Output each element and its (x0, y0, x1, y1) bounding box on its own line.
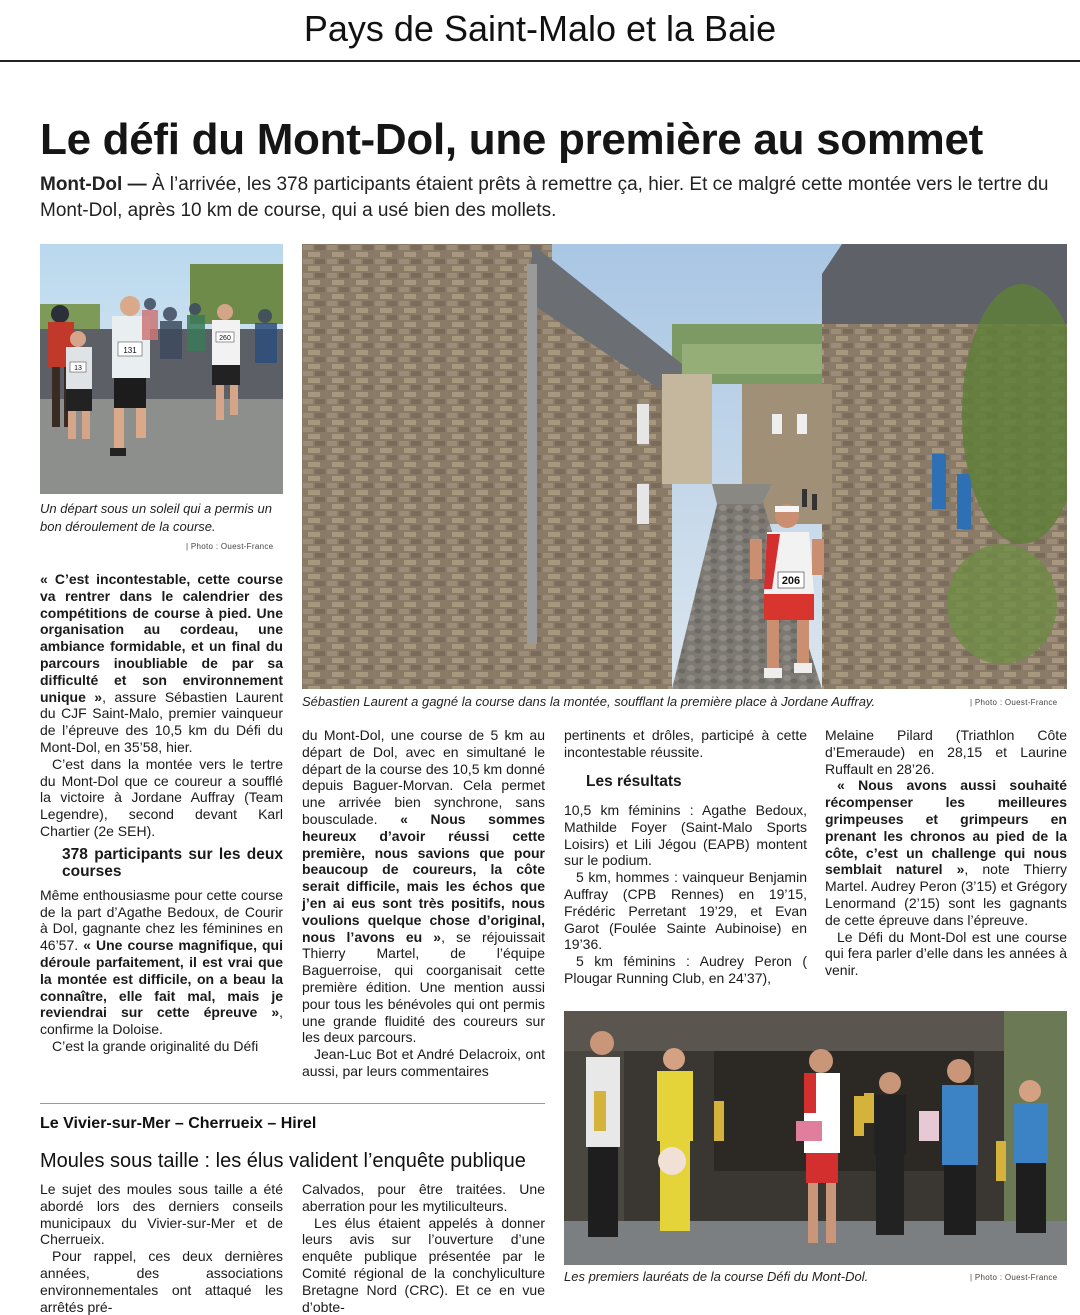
article-column-3 (564, 727, 807, 987)
rubric-divider (0, 60, 1080, 62)
dateline: Mont-Dol — (40, 174, 147, 195)
second-article-headline: Moules sous taille : les élus valident l’enquête publique (40, 1150, 526, 1172)
article-headline: Le défi du Mont-Dol, une première au sommet (40, 115, 983, 164)
climb-photo (302, 244, 1067, 689)
paragraph-text: Les élus étaient appelés à donner leurs avis sur l’ouverture d’une enquête publique présentée par le Comité régional de la conchyliculture Bretagne Nord (CRC). Et ce en vue d’obte- (302, 1214, 545, 1315)
quote-thierry-martel-2: « Nous avons aussi souhaité récompenser les meilleures grimpeuses et grimpeurs en prenant les chronos au pied de la côte, c’est un challenge qui nous semblait naturel » (825, 777, 1067, 878)
article-column-4 (825, 727, 1067, 979)
climb-photo-credit: | Photo : Ouest-France (970, 698, 1058, 707)
podium-photo-credit: | Photo : Ouest-France (970, 1273, 1058, 1282)
intertitle-results: Les résultats (586, 772, 682, 790)
results-paragraph: 5 km, hommes : vainqueur Benjamin Auffray (CPB Rennes) en 19’15, Frédéric Perretant 19’29, et Evan Garot (Foulée Sainte Aubinoise) en 19’36. (564, 869, 807, 953)
paragraph-text: Calvados, pour être traitées. Une aberration pour les mytiliculteurs. (302, 1181, 545, 1214)
quote-sebastien-laurent: « C’est incontestable, cette course va rentrer dans le calendrier des compétitions de course à pied. Une organisation au cordeau, une ambiance formidable, et un final du parcours inoubliable de par sa difficulté et son environnement unique » (40, 571, 283, 705)
bib-number: 13 (74, 365, 82, 372)
paragraph-text: C’est la grande originalité du Défi (52, 1037, 259, 1054)
results-paragraph: 10,5 km féminins : Agathe Bedoux, Mathilde Foyer (Saint-Malo Sports Loisirs) et Lili Jégou (EAPB) montent sur le podium. (564, 802, 807, 869)
second-article-locations: Le Vivier-sur-Mer – Cherrueix – Hirel (40, 1115, 317, 1132)
paragraph-text: Melaine Pilard (Triathlon Côte d’Emeraude) en 28,15 et Laurine Ruffault en 28’26. (825, 727, 1067, 777)
paragraph-text: , note Thierry Martel. Audrey Peron (3’15) et Grégory Lenormand (2’15) sont les gagnants de cette épreuve dans l’épreuve. (825, 861, 1067, 928)
paragraph-text: , confirme la Doloise. (40, 1004, 283, 1038)
paragraph-text: Jean-Luc Bot et André Delacroix, ont aussi, par leurs commentaires (302, 1046, 545, 1079)
quote-agathe-bedoux: « Une course magnifique, qui déroule parfaitement, il est vrai que la montée est difficile, on a beau la connaître, elle fait mal, mais je reviendrai sur cette épreuve » (40, 937, 283, 1021)
bib-number: 260 (219, 335, 231, 342)
article-column-2 (302, 727, 545, 1080)
paragraph-text: Le Défi du Mont-Dol est une course qui fera parler d’elle dans les années à venir. (825, 928, 1067, 979)
second-article-column-2 (302, 1181, 545, 1315)
paragraph-text: Pour rappel, ces deux dernières années, des associations environnementales ont attaqué les arrêtés pré- (40, 1248, 283, 1315)
article-separator (40, 1103, 545, 1104)
start-photo (40, 244, 283, 494)
paragraph-text: , se réjouissait Thierry Martel, de l’équipe Baguerroise, qui coorganisait cette première édition. Une mention aussi pour tous les bénévoles qui ont permis une grande fluidité des coureurs sur les deux parcours. (302, 928, 546, 1046)
second-article-column-1 (40, 1181, 283, 1315)
intertitle-participants: 378 participants sur les deux courses (62, 845, 283, 881)
article-column-1 (40, 571, 283, 1055)
bib-number: 131 (123, 346, 137, 355)
section-rubric: Pays de Saint-Malo et la Baie (303, 8, 777, 49)
quote-thierry-martel: « Nous sommes heureux d’avoir réussi cette première, nous savions que pour beaucoup de coureurs, la côte serait difficile, mais les échos que j’en ai eus sont très positifs, nous voulions quelque chose d’original, nous l’avons eu » (302, 810, 545, 945)
paragraph-text: du Mont-Dol, une course de 5 km au départ de Dol, avec en simultané le départ de la course des 10,5 km donné depuis Baguer-Morvan. Cela permet une arrivée bien synchrone, sans bousculade. (302, 727, 545, 827)
paragraph-text: , assure Sébastien Laurent du CJF Saint-Malo, premier vainqueur de l’épreuve des 10,5 km du Défi du Mont-Dol, en 35’58, hier. (40, 688, 283, 755)
results-paragraph: 5 km féminins : Audrey Peron ( Plougar Running Club, en 24’37), (564, 953, 807, 987)
paragraph-text: C’est dans la montée vers le tertre du Mont-Dol que ce coureur a soufflé la victoire à Jordane Auffray (Team Legendre), second devant Karl Chartier (2e SEH). (40, 755, 283, 839)
paragraph-text: Même enthousiasme pour cette course de la part d’Agathe Bedoux, de Courir à Dol, gagnante chez les féminines en 46’57. (40, 886, 283, 954)
article-lead (40, 172, 1050, 224)
lead-text: À l’arrivée, les 378 participants étaient prêts à remettre ça, hier. Et ce malgré cette montée vers le tertre du Mont-Dol, après 10 km de course, qui a usé bien des mollets. (40, 174, 1049, 221)
paragraph-text: pertinents et drôles, participé à cette incontestable réussite. (564, 727, 807, 760)
podium-photo (564, 1011, 1067, 1265)
start-photo-credit: | Photo : Ouest-France (186, 542, 274, 551)
podium-photo-caption: Les premiers lauréats de la course Défi du Mont-Dol. (564, 1269, 869, 1284)
bib-number: 206 (781, 575, 801, 587)
climb-photo-caption: Sébastien Laurent a gagné la course dans la montée, soufflant la première place à Jordane Auffray. (302, 694, 876, 709)
start-photo-caption: Un départ sous un soleil qui a permis un bon déroulement de la course. (40, 501, 272, 534)
paragraph-text: Le sujet des moules sous taille a été abordé lors des derniers conseils municipaux du Vivier-sur-Mer et de Cherrueix. (40, 1181, 283, 1248)
